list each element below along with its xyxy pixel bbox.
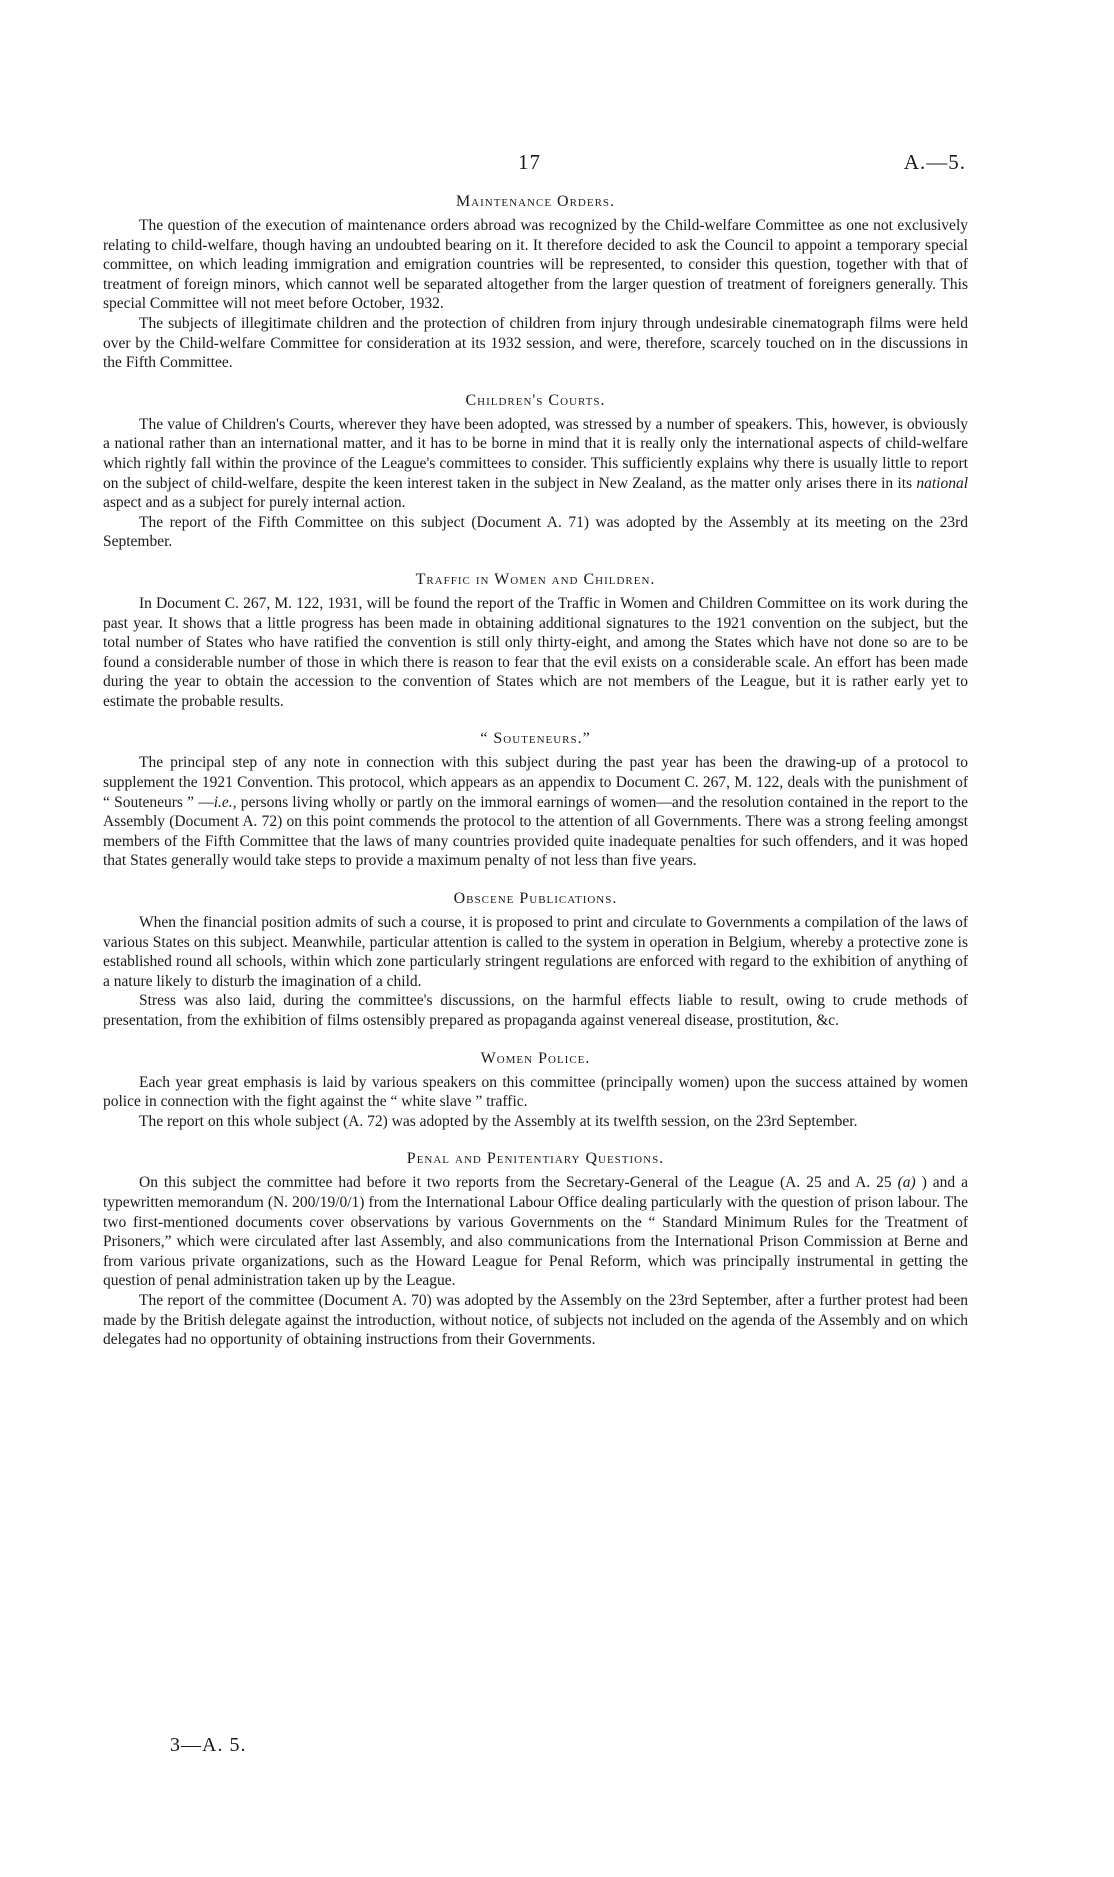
paragraph: The report of the Fifth Committee on this subject (Document A. 71) was adopted by the Assembly at its meeting on the 23rd September. [103,513,968,551]
section-traffic-women-children [103,570,968,712]
paragraph-text: The principal step of any note in connection with this subject during the past year has been the drawing-up of a protocol to supplement the 1921 Convention. This protocol, which appears as an appendix to Document C. 267, M. 122, deals with the punishment of “ Souteneurs ” — [103,754,968,811]
paragraph [103,1173,968,1291]
section-heading: Traffic in Women and Children. [415,570,656,588]
italic-word: (a) [897,1174,916,1192]
paragraph: In Document C. 267, M. 122, 1931, will be found the report of the Traffic in Women and Children Committee on its work during the past year. It shows that a little progress has been made in obtaining additional signatures to the 1921 convention on the subject, but the total number of States who have ratified the convention is still only thirty-eight, and among the States which have not done so are to be found a considerable number of those in which there is reason to fear that the evil exists on a considerable scale. An effort has been made during the year to obtain the accession to the convention of States which are not members of the League, but it is rather early yet to estimate the probable results. [103,594,968,710]
paragraph: The report on this whole subject (A. 72) was adopted by the Assembly at its twelfth session, on the 23rd September. [139,1112,858,1130]
section-penal-questions [103,1149,968,1349]
paragraph: Stress was also laid, during the committee's discussions, on the harmful effects liable to result, owing to crude methods of presentation, from the exhibition of films ostensibly prepared as propaganda against venereal disease, prostitution, &c. [103,992,968,1029]
paragraph: The report of the committee (Document A. 70) was adopted by the Assembly on the 23rd September, after a further protest had been made by the British delegate against the introduction, without notice, of subjects not included on the agenda of the Assembly and on which delegates had no opportunity of obtaining instructions from their Governments. [103,1291,968,1349]
section-maintenance-orders [103,192,968,373]
paragraph [103,753,968,871]
section-heading: Women Police. [480,1049,591,1067]
paragraph: Each year great emphasis is laid by various speakers on this committee (principally women) upon the success attained by women police in connection with the fight against the “ white slave ” traffic. [103,1073,968,1111]
section-heading: Children's Courts. [465,391,606,409]
page-number: 17 [518,150,541,174]
paragraph-text: The value of Children's Courts, wherever they have been adopted, was stressed by a number of speakers. This, however, is obviously a national rather than an international matter, and it has to be borne in mind that it is really only the international aspects of child-welfare which rightly fall within the province of the League's committees to consider. This sufficiently explains why there is usually little to report on the subject of child-welfare, despite the keen interest taken in the subject in New Zealand, as the matter only arises there in its [103,415,968,492]
section-heading: Maintenance Orders. [455,193,616,210]
section-souteneurs [103,729,968,871]
page-footer-signature: 3—A. 5. [170,1734,247,1756]
paragraph [103,415,968,513]
section-heading: Obscene Publications. [453,890,618,908]
italic-word: national [916,474,968,492]
section-childrens-courts [103,391,968,552]
paragraph-text: On this subject the committee had before it two reports from the Secretary-General of the League (A. 25 and A. 25 [139,1174,892,1192]
italic-word: i.e., [213,793,237,811]
page-body [103,192,968,1368]
paragraph-text: aspect and as a subject for purely internal action. [103,494,406,512]
section-heading: “ Souteneurs.” [480,730,591,748]
page-header [0,150,1114,180]
paragraph: When the financial position admits of such a course, it is proposed to print and circulate to Governments a compilation of the laws of various States on this subject. Meanwhile, particular attention is called to the system in operation in Belgium, whereby a protective zone is established round all schools, within which zone particularly stringent regulations are enforced with regard to the exhibition of anything of a nature likely to disturb the imagination of a child. [103,914,968,990]
section-women-police [103,1049,968,1132]
document-reference: A.—5. [903,150,966,174]
paragraph: The subjects of illegitimate children and the protection of children from injury through undesirable cinematograph films were held over by the Child-welfare Committee for consideration at its 1932 session, and were, therefore, scarcely touched on in the discussions in the Fifth Committee. [103,314,968,372]
section-heading: Penal and Penitentiary Questions. [406,1150,665,1168]
section-obscene-publications [103,889,968,1031]
paragraph: The question of the execution of maintenance orders abroad was recognized by the Child-welfare Committee as one not exclusively relating to child-welfare, though having an undoubted bearing on it. It therefore decided to ask the Council to appoint a temporary special committee, on which leading immigration and emigration countries will be represented, to consider this question, together with that of treatment of foreign minors, which cannot well be separated altogether from the larger question of treatment of foreigners generally. This special Committee will not meet before October, 1932. [103,217,968,313]
paragraph-text: persons living wholly or partly on the immoral earnings of women—and the resolution contained in the report to the Assembly (Document A. 72) on this point commends the protocol to the attention of all Governments. There was a strong feeling amongst members of the Fifth Committee that the laws of many countries provided quite inadequate penalties for such offenders, and it was hoped that States generally would take steps to provide a maximum penalty of not less than five years. [103,793,968,870]
paragraph-text: ) and a typewritten memorandum (N. 200/19/0/1) from the International Labour Office dealing particularly with the question of prison labour. The two first-mentioned documents cover observations by various Governments on the “ Standard Minimum Rules for the Treatment of Prisoners,” which were circulated after last Assembly, and also communications from the International Prison Commission at Berne and from various private organizations, such as the Howard League for Penal Reform, which was principally instrumental in getting the question of penal administration taken up by the League. [103,1174,969,1290]
